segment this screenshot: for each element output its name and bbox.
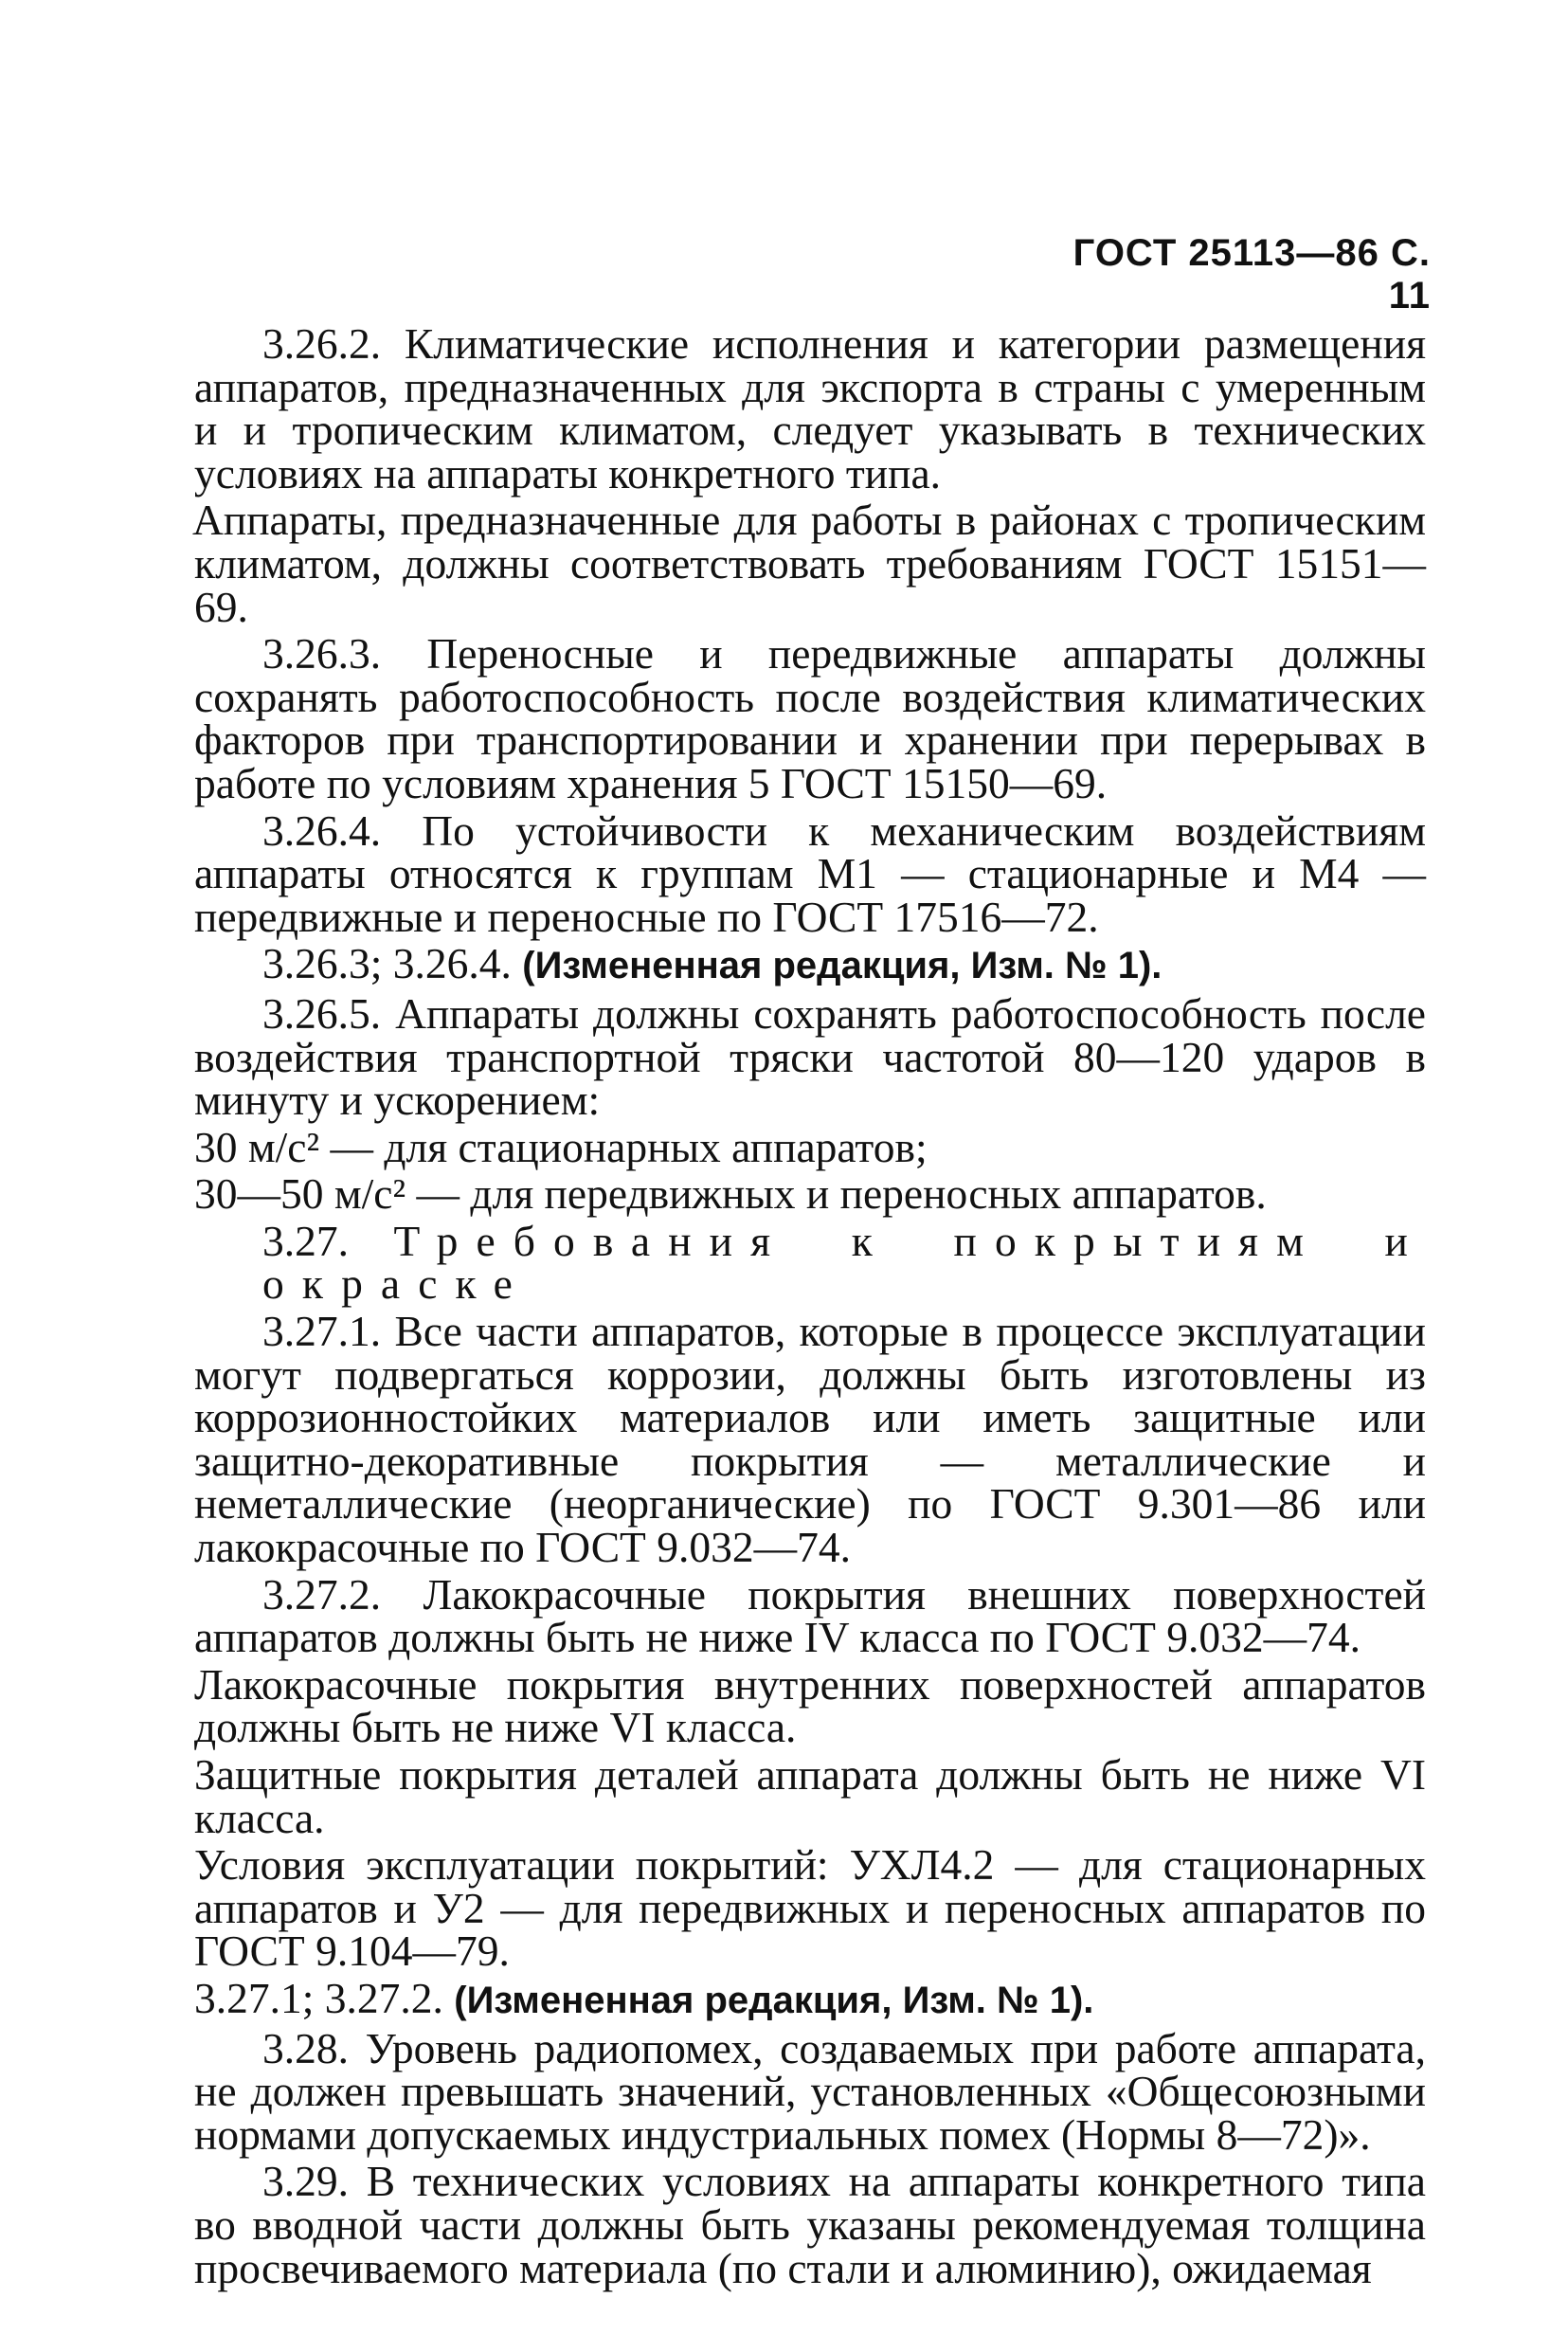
document-body <box>192 319 1426 2292</box>
amendment-note-2: 3.27.1; 3.27.2. (Измененная редакция, Изм. № 1). <box>194 1973 1094 2022</box>
amendment-note-1: 3.26.3; 3.26.4. (Измененная редакция, Изм. № 1). <box>262 939 1162 988</box>
paragraph-3-26-2: 3.26.2. Климатические исполнения и категории размещения аппаратов, предназначенных для экспорта в страны с умеренным и и тропическим климатом, следует указывать в технических условиях на аппараты конкретного типа. <box>194 319 1426 498</box>
paragraph-3-27-2-parts: Защитные покрытия деталей аппарата должны быть не ниже VI класса. <box>194 1750 1426 1842</box>
acceleration-stationary: 30 м/с² — для стационарных аппаратов; <box>194 1122 928 1171</box>
paragraph-3-27-2: 3.27.2. Лакокрасочные покрытия внешних поверхностей аппаратов должны быть не ниже IV класса по ГОСТ 9.032—74. <box>194 1569 1426 1662</box>
section-3-27-heading: 3.27. Требования к покрытиям и окраске <box>262 1216 1426 1309</box>
paragraph-3-27-1: 3.27.1. Все части аппаратов, которые в процессе эксплуатации могут подвергаться коррозии, должны быть изготовлены из коррозионностойких материалов или иметь защитные или защитно-декоративные покрытия — металлические и неметаллические (неорганические) по ГОСТ 9.301—86 или лакокрасочные по ГОСТ 9.032—74. <box>194 1307 1426 1572</box>
paragraph-3-27-2-inner: Лакокрасочные покрытия внутренних поверхностей аппаратов должны быть не ниже VI класса. <box>194 1659 1426 1752</box>
acceleration-portable: 30—50 м/с² — для передвижных и переносных аппаратов. <box>194 1169 1267 1219</box>
paragraph-3-26-3: 3.26.3. Переносные и передвижные аппараты должны сохранять работоспособность после воздействия климатических факторов при транспортировании и хранении при перерывах в работе по условиям хранения 5 ГОСТ 15150—69. <box>194 629 1426 807</box>
paragraph-3-26-4: 3.26.4. По устойчивости к механическим воздействиям аппараты относятся к группам М1 — стационарные и М4 — передвижные и переносные по ГОСТ 17516—72. <box>194 805 1426 941</box>
paragraph-3-27-2-conditions: Условия эксплуатации покрытий: УХЛ4.2 — для стационарных аппаратов и У2 — для передвижных и переносных аппаратов по ГОСТ 9.104—79. <box>194 1840 1426 1976</box>
paragraph-3-28: 3.28. Уровень радиопомех, создаваемых при работе аппарата, не должен превышать значений, установленных «Общесоюзными нормами допускаемых индустриальных помех (Нормы 8—72)». <box>194 2023 1426 2159</box>
paragraph-3-26-2-tropical: Аппараты, предназначенные для работы в районах с тропическим климатом, должны соответствовать требованиям ГОСТ 15151—69. <box>192 496 1426 631</box>
paragraph-3-26-5: 3.26.5. Аппараты должны сохранять работоспособность после воздействия транспортной тряски частотой 80—120 ударов в минуту и ускорением: <box>194 988 1426 1125</box>
page-header: ГОСТ 25113—86 С. 11 <box>1072 232 1431 317</box>
paragraph-3-29: 3.29. В технических условиях на аппараты конкретного типа во вводной части должны быть указаны рекомендуемая толщина просвечиваемого материала (по стали и алюминию), ожидаемая <box>194 2157 1426 2292</box>
